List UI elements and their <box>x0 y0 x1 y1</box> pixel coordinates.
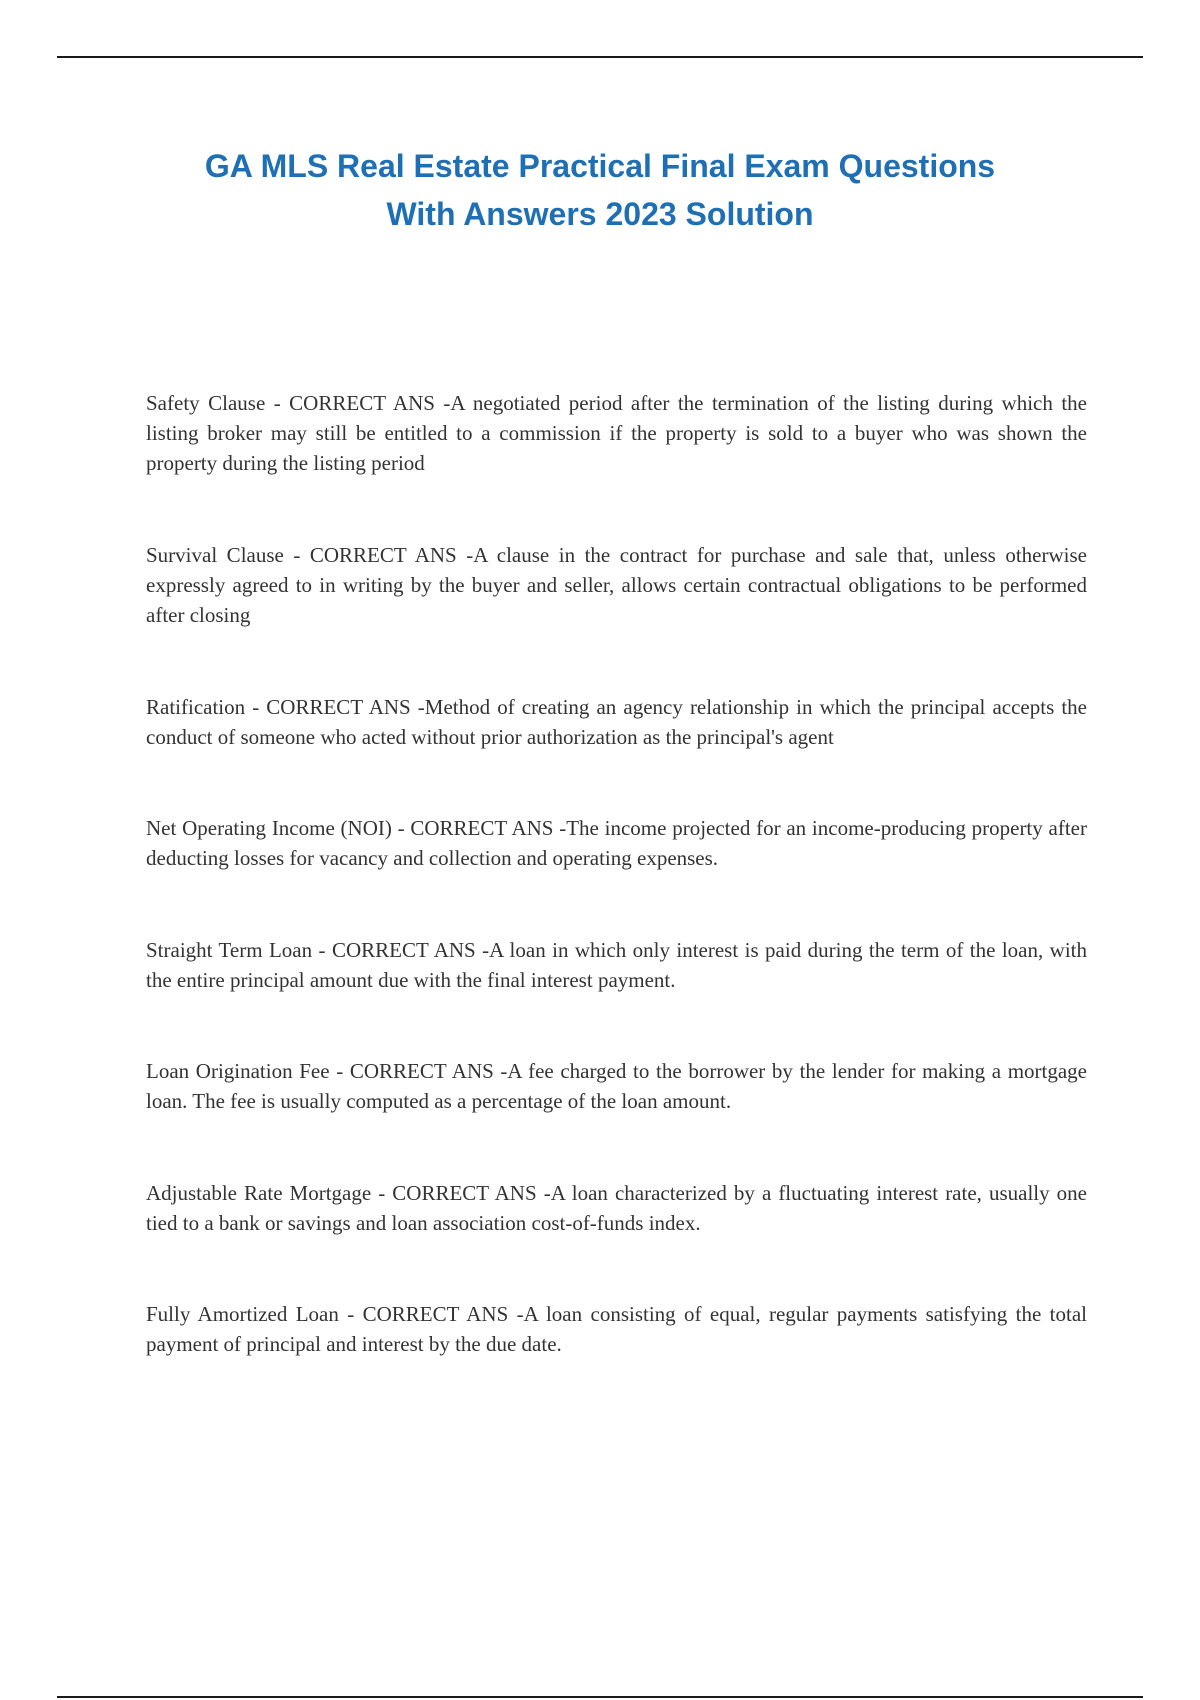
qa-entry-safety-clause: Safety Clause - CORRECT ANS -A negotiated period after the termination of the listing during which the listing broker may still be entitled to a commission if the property is sold to a buyer who was shown the property during the listing period <box>146 391 1087 475</box>
bottom-rule <box>57 1696 1143 1698</box>
qa-entry-fully-amortized-loan: Fully Amortized Loan - CORRECT ANS -A loan consisting of equal, regular payments satisfying the total payment of principal and interest by the due date. <box>146 1302 1087 1356</box>
qa-entry-adjustable-rate-mortgage: Adjustable Rate Mortgage - CORRECT ANS -A loan characterized by a fluctuating interest rate, usually one tied to a bank or savings and loan association cost-of-funds index. <box>146 1181 1087 1235</box>
qa-entry-net-operating-income: Net Operating Income (NOI) - CORRECT ANS -The income projected for an income-producing property after deducting losses for vacancy and collection and operating expenses. <box>146 816 1087 870</box>
qa-entry-straight-term-loan: Straight Term Loan - CORRECT ANS -A loan in which only interest is paid during the term of the loan, with the entire principal amount due with the final interest payment. <box>146 938 1087 992</box>
title-line-1: GA MLS Real Estate Practical Final Exam Questions <box>204 148 996 184</box>
qa-entry-ratification: Ratification - CORRECT ANS -Method of creating an agency relationship in which the principal accepts the conduct of someone who acted without prior authorization as the principal's agent <box>146 695 1087 749</box>
qa-entry-survival-clause: Survival Clause - CORRECT ANS -A clause in the contract for purchase and sale that, unless otherwise expressly agreed to in writing by the buyer and seller, allows certain contractual obligations to be performed after closing <box>146 543 1087 627</box>
qa-entry-loan-origination-fee: Loan Origination Fee - CORRECT ANS -A fee charged to the borrower by the lender for making a mortgage loan. The fee is usually computed as a percentage of the loan amount. <box>146 1059 1087 1113</box>
document-title <box>100 142 1100 238</box>
top-rule <box>57 56 1143 58</box>
title-line-2: With Answers 2023 Solution <box>386 196 814 232</box>
